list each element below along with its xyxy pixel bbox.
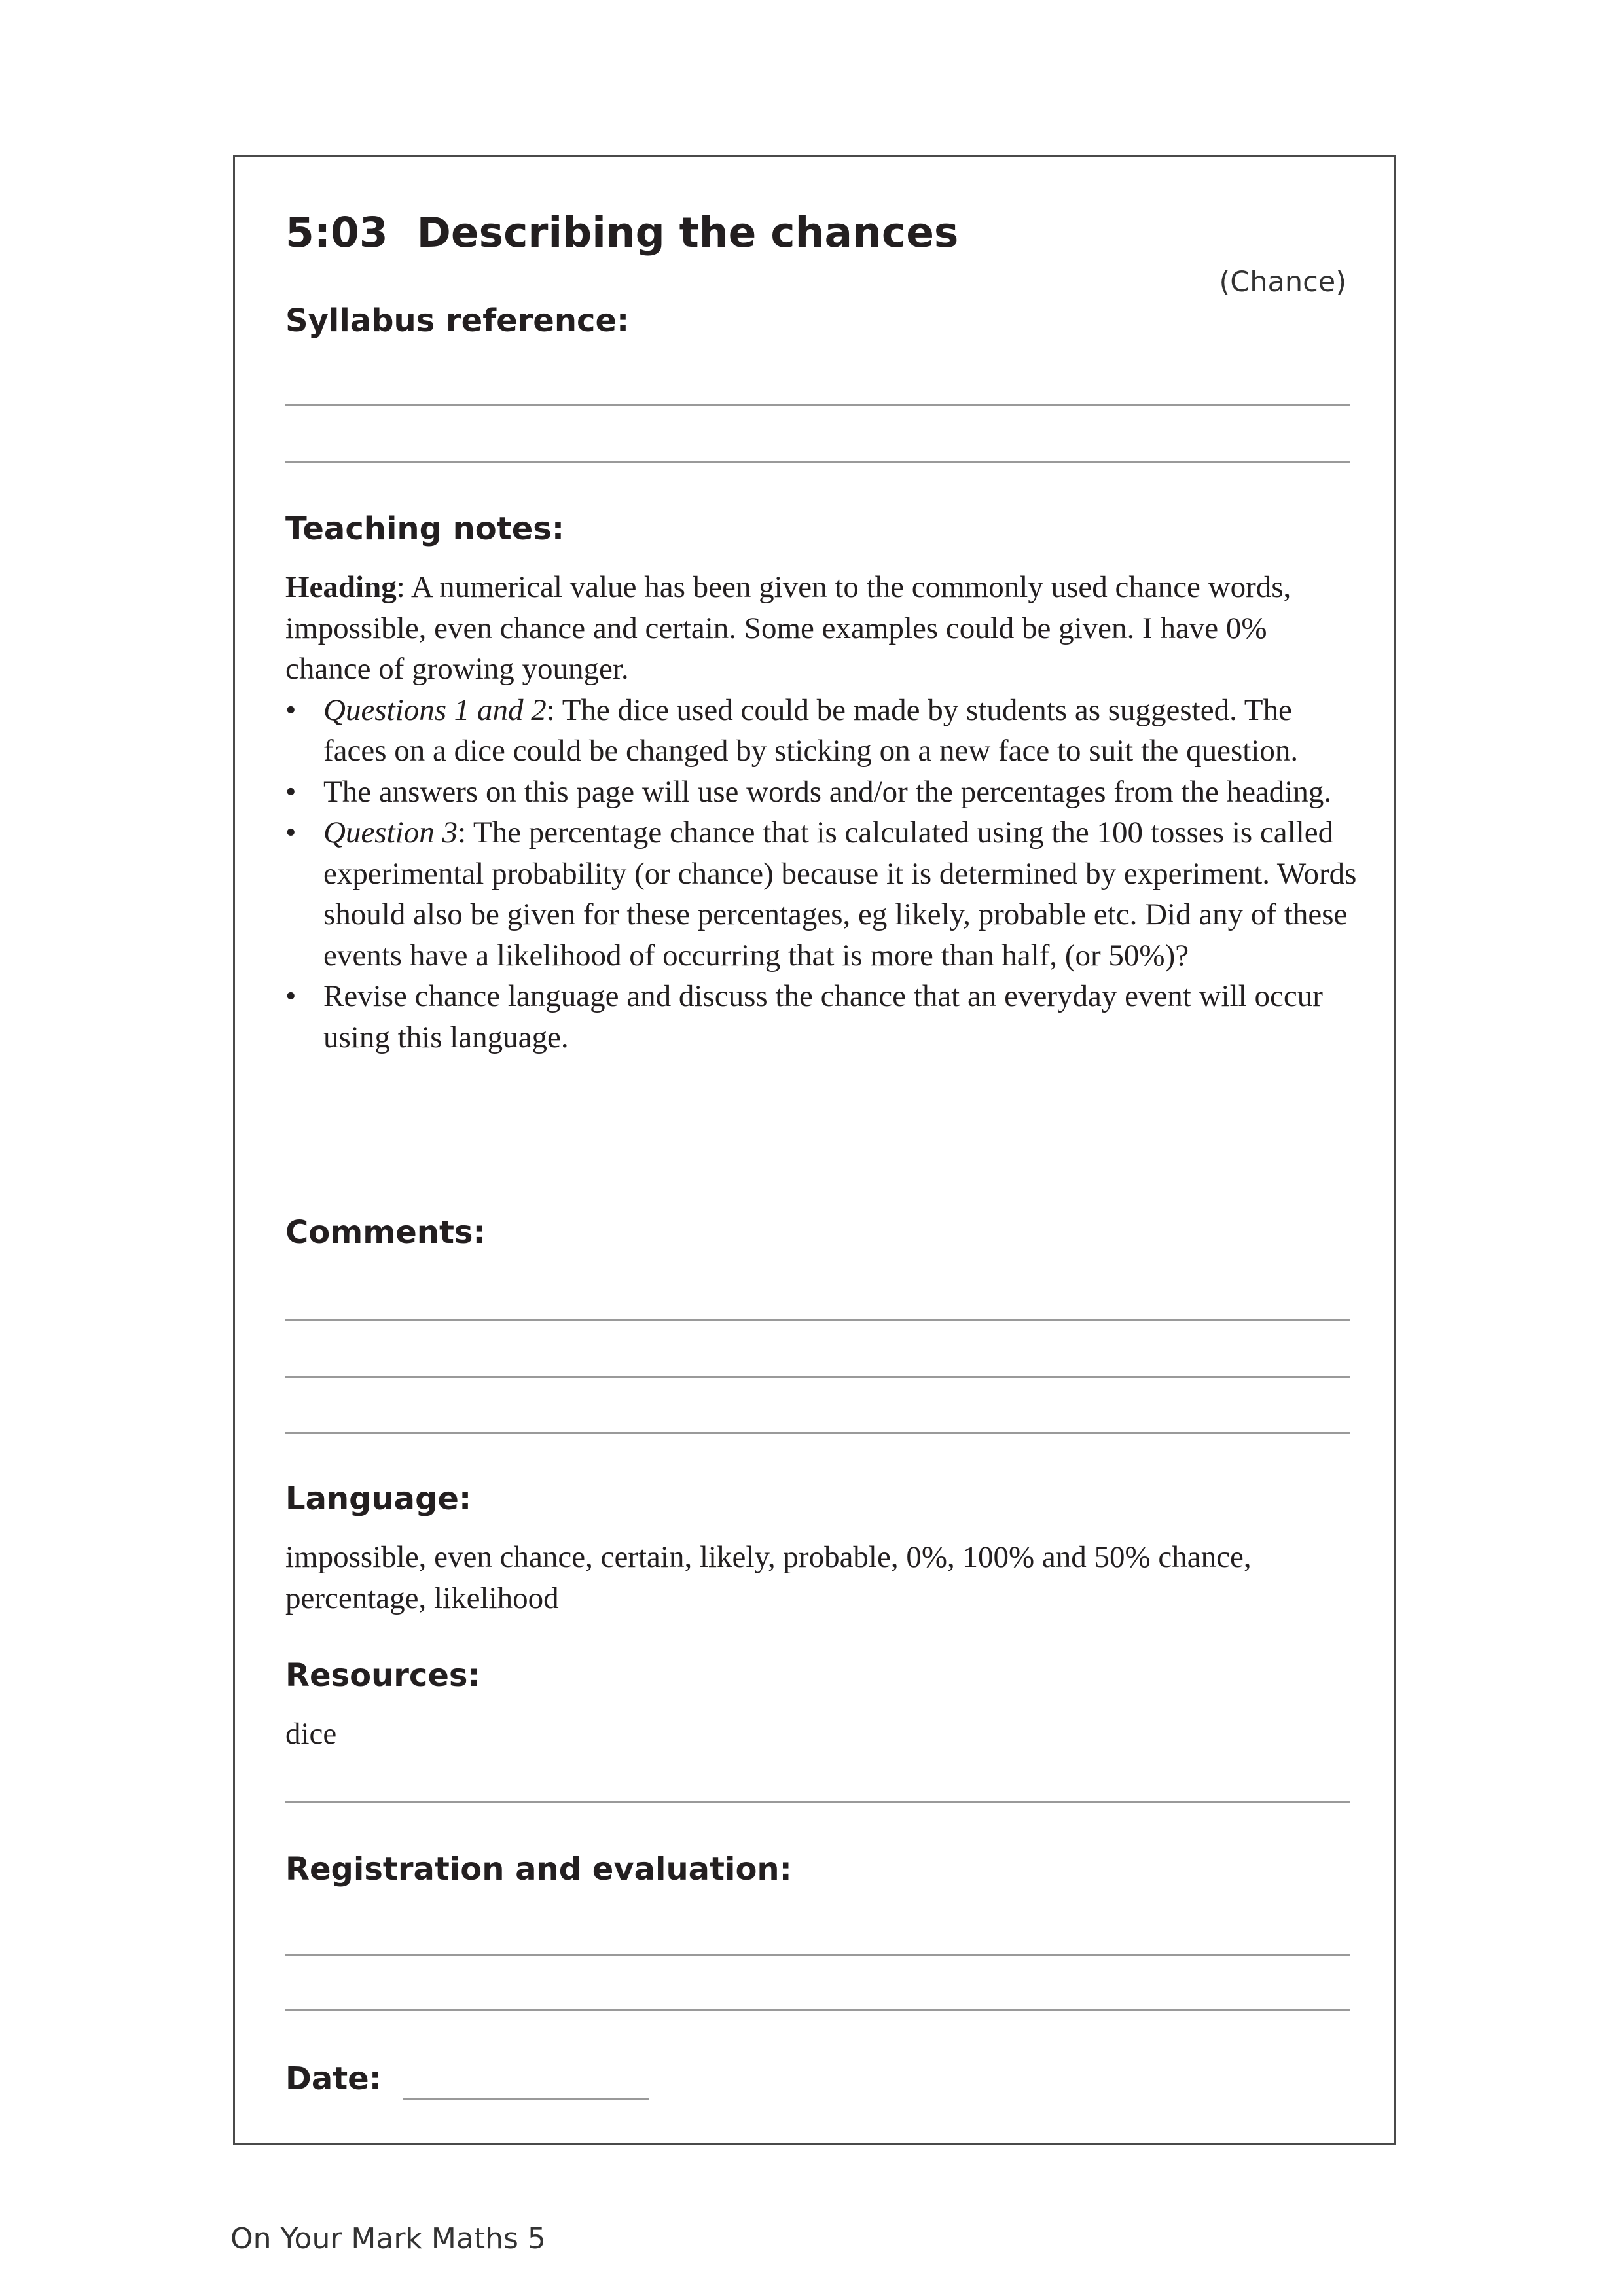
resources-heading: Resources: (285, 1657, 480, 1694)
bullet-icon: • (285, 774, 297, 809)
language-heading: Language: (285, 1480, 472, 1517)
comments-heading: Comments: (285, 1214, 486, 1251)
registration-line-1 (285, 1954, 1350, 1956)
teaching-notes-body (285, 567, 1359, 1058)
footer-text: On Your Mark Maths 5 (230, 2222, 546, 2255)
teaching-notes-heading: Teaching notes: (285, 511, 565, 547)
syllabus-line-1 (285, 404, 1350, 406)
comments-line-1 (285, 1319, 1350, 1321)
bullet-lead: Questions 1 and 2 (323, 692, 547, 727)
registration-heading: Registration and evaluation: (285, 1851, 792, 1888)
resources-text: dice (285, 1717, 337, 1751)
bullet-text: : The percentage chance that is calculated using the 100 tosses is called experimental probability (or chance) because it is determined by experiment. Words should also be given for these percentages, eg likely, probable etc. Did any of these events have a likelihood of occurring that is more than half, (or 50%)? (323, 816, 1357, 973)
bullet-item (285, 690, 1359, 772)
bullet-text: The answers on this page will use words and/or the percentages from the heading. (323, 774, 1332, 809)
language-text: impossible, even chance, certain, likely, probable, 0%, 100% and 50% chance, percentage, likelihood (285, 1540, 1252, 1615)
page-title: 5:03 Describing the chances (285, 209, 959, 257)
heading-note (285, 567, 1359, 690)
page-frame (233, 155, 1396, 2145)
registration-line-2 (285, 2009, 1350, 2011)
bullet-icon: • (285, 816, 297, 850)
bullet-item (285, 812, 1359, 976)
bullet-icon: • (285, 979, 297, 1013)
date-label: Date: (285, 2060, 382, 2097)
bullet-text: : The dice used could be made by students as suggested. The faces on a dice could be changed by sticking on a new face to suit the question. (323, 692, 1299, 768)
category-label: (Chance) (1219, 266, 1346, 298)
bullet-text: Revise chance language and discuss the chance that an everyday event will occur using this language. (323, 979, 1323, 1054)
resources-line (285, 1801, 1350, 1803)
bullet-icon: • (285, 692, 297, 727)
comments-line-2 (285, 1376, 1350, 1378)
syllabus-heading: Syllabus reference: (285, 302, 630, 339)
bullet-lead: Question 3 (323, 816, 458, 850)
syllabus-line-2 (285, 461, 1350, 463)
bullet-item (285, 976, 1359, 1058)
comments-line-3 (285, 1432, 1350, 1434)
heading-note-text: : A numerical value has been given to the commonly used chance words, impossible, even chance and certain. Some examples could be given. I have 0% chance of growing younger. (285, 570, 1291, 686)
heading-note-label: Heading (285, 570, 397, 604)
bullet-item (285, 772, 1359, 813)
date-line (403, 2098, 649, 2100)
